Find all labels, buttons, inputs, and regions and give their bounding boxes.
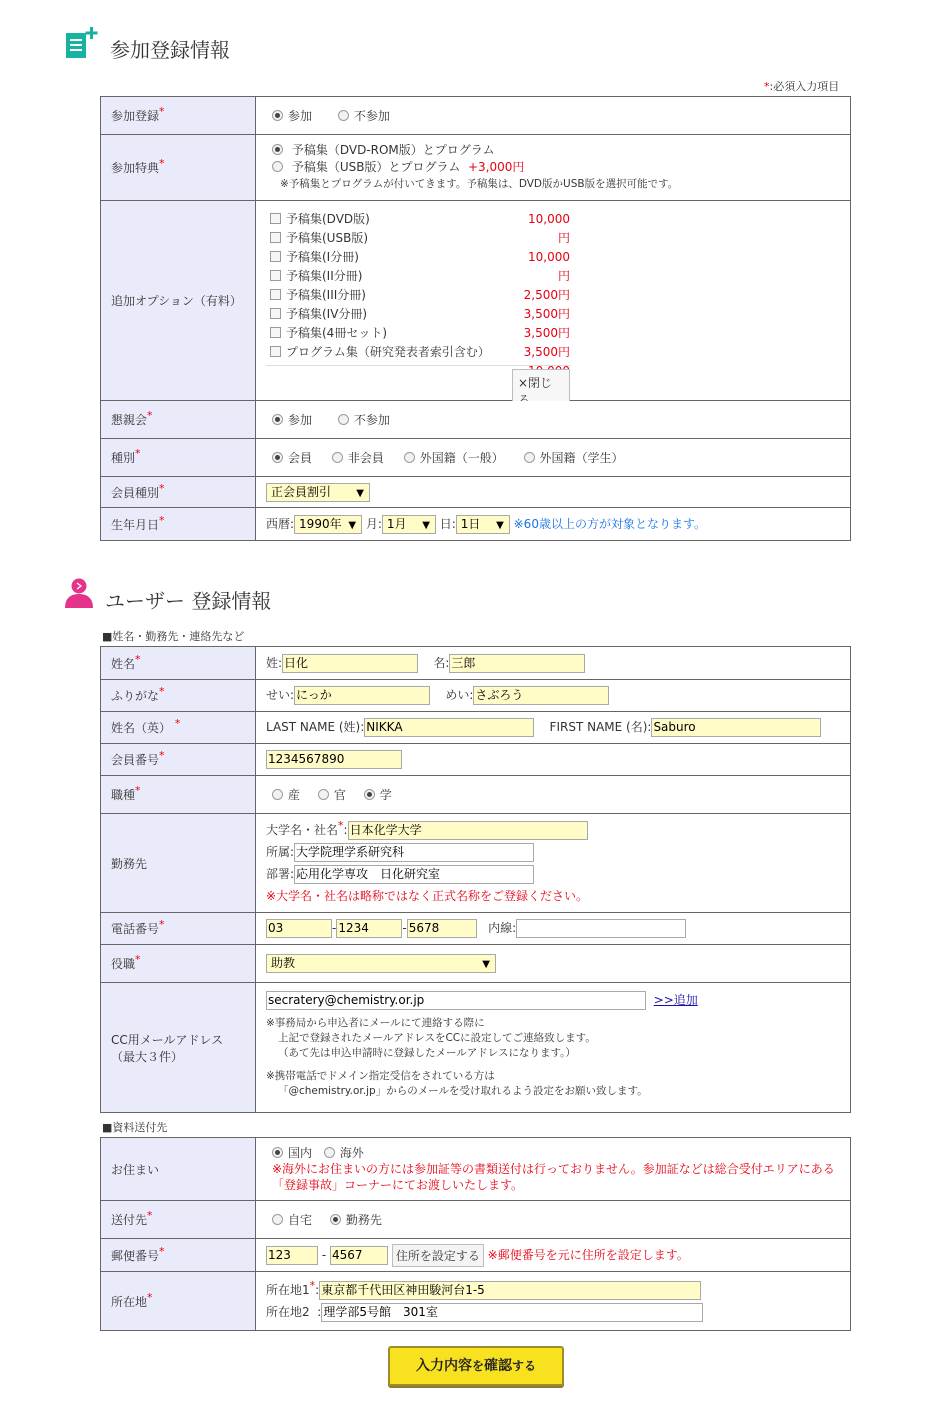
- row-occupation: [101, 776, 851, 814]
- addon-option[interactable]: [270, 305, 490, 324]
- registration-icon: [64, 27, 100, 61]
- radio-icon[interactable]: [272, 1214, 283, 1225]
- extension-input[interactable]: [516, 919, 686, 938]
- birth-year-select[interactable]: 1990年 ▼: [294, 515, 362, 534]
- name-label: 姓名*: [101, 647, 256, 680]
- addon-option-label: 予稿集(IV分冊): [286, 307, 368, 321]
- category-label: 種別*: [101, 439, 256, 477]
- radio-icon[interactable]: [330, 1214, 341, 1225]
- member-type-select[interactable]: 正会員割引 ▼: [266, 483, 370, 502]
- last-name-input[interactable]: 日化: [282, 654, 418, 673]
- send-to-option-home[interactable]: 自宅: [272, 1211, 312, 1228]
- radio-icon[interactable]: [272, 161, 283, 172]
- occupation-option-academia[interactable]: 学: [364, 786, 392, 803]
- radio-icon[interactable]: [272, 789, 283, 800]
- section-title-registration: 参加登録情報: [110, 38, 230, 62]
- birth-month-select[interactable]: 1月 ▼: [382, 515, 436, 534]
- addon-price: 3,500円: [523, 345, 570, 359]
- address1-input[interactable]: 東京都千代田区神田駿河台1-5: [319, 1281, 701, 1300]
- checkbox-icon[interactable]: [270, 213, 281, 224]
- addon-option[interactable]: [270, 324, 490, 343]
- workplace-note: ※大学名・社名は略称ではなく正式名称をご登録ください。: [266, 889, 589, 903]
- addon-option-label: 予稿集(USB版): [286, 231, 368, 245]
- radio-icon[interactable]: [338, 414, 349, 425]
- category-option-nonmember[interactable]: 非会員: [332, 449, 384, 466]
- last-name-en-input[interactable]: NIKKA: [364, 718, 534, 737]
- residence-note-2: 「登録事故」コーナーにてお渡しいたします。: [272, 1178, 524, 1192]
- last-kana-input[interactable]: にっか: [294, 686, 430, 705]
- registration-table: [100, 96, 851, 541]
- addon-option[interactable]: [270, 210, 490, 229]
- required-note: *:必須入力項目: [764, 80, 840, 93]
- add-email-link[interactable]: >>追加: [653, 993, 698, 1007]
- addon-option[interactable]: [270, 286, 490, 305]
- name-en-label: 姓名（英） *: [101, 712, 256, 744]
- position-label: 役職*: [101, 945, 256, 983]
- chevron-down-icon: ▼: [348, 519, 357, 531]
- close-options-button[interactable]: ×閉じ: [512, 369, 570, 413]
- row-birthdate: 生年月日* 西暦: 1990年 ▼ 月: 1月 ▼ 日: 1日 ▼ ※60歳以上の方が対象となります。: [101, 508, 851, 541]
- member-number-input[interactable]: 1234567890: [266, 750, 402, 769]
- addon-option-label: プログラム集（研究発表者索引含む）: [286, 345, 490, 359]
- row-residence: [101, 1138, 851, 1201]
- university-input[interactable]: 日本化学大学: [348, 821, 588, 840]
- category-option-member[interactable]: 会員: [272, 449, 312, 466]
- addon-price: 3,500円: [523, 307, 570, 321]
- benefit-label: 参加特典*: [101, 135, 256, 201]
- row-postal: 郵便番号* 123 - 4567 住所を設定する ※郵便番号を元に住所を設定します。: [101, 1239, 851, 1272]
- first-name-input[interactable]: 三郎: [449, 654, 585, 673]
- radio-icon[interactable]: [272, 144, 283, 155]
- category-option-foreign-student[interactable]: 外国籍（学生）: [524, 449, 624, 466]
- row-furigana: ふりがな* せい: にっか めい: さぶろう: [101, 680, 851, 712]
- cc-mail-label: CC用メールアドレス （最大３件）: [101, 983, 256, 1113]
- addon-price: 2,500円: [523, 288, 570, 302]
- chevron-down-icon: ▼: [496, 519, 504, 531]
- occupation-option-industry[interactable]: 産: [272, 786, 300, 803]
- postal-note: ※郵便番号を元に住所を設定します。: [487, 1247, 689, 1262]
- addon-option-label: 予稿集(II分冊): [286, 269, 363, 283]
- radio-icon[interactable]: [272, 414, 283, 425]
- radio-icon[interactable]: [272, 1147, 283, 1158]
- participation-label: 参加登録*: [101, 97, 256, 135]
- row-member-no: [101, 744, 851, 776]
- checkbox-icon[interactable]: [270, 232, 281, 243]
- row-workplace: 勤務先 大学名・社名*: 日本化学大学 所属: 大学院理学系研究科 部署: 応用化学専攻 日化研究室 ※大学名・社名は略称ではなく正式名称をご登録ください。: [101, 814, 851, 913]
- subhead-contact: ■姓名・勤務先・連絡先など: [102, 630, 245, 643]
- row-participation: [101, 97, 851, 135]
- row-address: 所在地* 所在地1*: 東京都千代田区神田駿河台1-5 所在地2 : 理学部5号館 301室: [101, 1272, 851, 1331]
- postal-part1-input[interactable]: 123: [266, 1246, 318, 1265]
- chevron-down-icon: ▼: [482, 959, 490, 970]
- user-table: [100, 646, 851, 1113]
- row-cc-mail: CC用メールアドレス （最大３件） secratery@chemistry.or.jp >>追加 ※事務局から申込者にメールにて連絡する際に 上記で登録されたメールアドレスをCCに設定してご連絡致します。 （あて先は申込申請時に登録したメールアドレスになります。） ※携帯電話でドメイン指定受信をされている方は 「@chemistry.or.jp」からのメールを受け取れるよう設定をお願い致します。: [101, 983, 851, 1113]
- address-label: 所在地*: [101, 1272, 256, 1331]
- chevron-down-icon: ▼: [422, 519, 430, 531]
- checkbox-icon[interactable]: [270, 308, 281, 319]
- residence-option-domestic[interactable]: 国内: [272, 1145, 312, 1161]
- postal-part2-input[interactable]: 4567: [330, 1246, 388, 1265]
- phone-part1-input[interactable]: 03: [266, 919, 332, 938]
- addon-option[interactable]: [270, 343, 490, 362]
- addon-option[interactable]: [270, 248, 490, 267]
- residence-label: お住まい: [101, 1138, 256, 1201]
- checkbox-icon[interactable]: [270, 251, 281, 262]
- radio-icon[interactable]: [332, 452, 343, 463]
- radio-icon[interactable]: [272, 110, 283, 121]
- addon-option-label: 予稿集(4冊セット): [286, 326, 387, 340]
- residence-note-1: ※海外にお住まいの方には参加証等の書類送付は行っておりません。参加証などは総合受付エリアにある: [272, 1162, 835, 1176]
- radio-icon[interactable]: [524, 452, 535, 463]
- row-addons: [101, 201, 851, 401]
- member-no-label: 会員番号*: [101, 744, 256, 776]
- checkbox-icon[interactable]: [270, 346, 281, 357]
- first-kana-input[interactable]: さぶろう: [473, 686, 609, 705]
- addon-price: 10,000円: [528, 250, 570, 283]
- checkbox-icon[interactable]: [270, 327, 281, 338]
- set-address-button[interactable]: 住所を設定する: [392, 1244, 484, 1267]
- benefit-option-usb[interactable]: 予稿集（USB版）とプログラム +3,000円: [272, 159, 850, 176]
- row-category: [101, 439, 851, 477]
- user-icon: [64, 577, 94, 609]
- radio-icon[interactable]: [318, 789, 329, 800]
- benefit-option-dvd[interactable]: 予稿集（DVD-ROM版）とプログラム: [272, 142, 850, 159]
- section-title-user: ユーザー 登録情報: [105, 589, 272, 613]
- row-name-en: 姓名（英） * LAST NAME (姓): NIKKA FIRST NAME (名): Saburo: [101, 712, 851, 744]
- address2-input[interactable]: 理学部5号館 301室: [321, 1303, 703, 1322]
- phone-part2-input[interactable]: 1234: [336, 919, 402, 938]
- addon-price: 10,000円: [528, 212, 570, 245]
- occupation-label: 職種*: [101, 776, 256, 814]
- radio-icon[interactable]: [272, 452, 283, 463]
- postal-label: 郵便番号*: [101, 1239, 256, 1272]
- subhead-shipping: ■資料送付先: [102, 1121, 168, 1134]
- birthdate-note: ※60歳以上の方が対象となります。: [513, 516, 706, 531]
- phone-label: 電話番号*: [101, 913, 256, 945]
- first-name-en-input[interactable]: Saburo: [651, 718, 821, 737]
- residence-option-overseas[interactable]: 海外: [324, 1145, 364, 1161]
- department-input[interactable]: 大学院理学系研究科: [294, 843, 534, 862]
- send-to-label: 送付先*: [101, 1201, 256, 1239]
- radio-icon[interactable]: [404, 452, 415, 463]
- cc-email-input[interactable]: secratery@chemistry.or.jp: [266, 991, 646, 1010]
- addon-option-label: 予稿集(III分冊): [286, 288, 366, 302]
- row-name: 姓名* 姓: 日化 名: 三郎: [101, 647, 851, 680]
- row-benefit: [101, 135, 851, 201]
- furigana-label: ふりがな*: [101, 680, 256, 712]
- banquet-option-decline[interactable]: 不参加: [338, 411, 390, 428]
- workplace-label: 勤務先: [101, 814, 256, 913]
- addon-price: 3,500円: [523, 326, 570, 340]
- addons-label: 追加オプション（有料）: [101, 201, 256, 401]
- position-select[interactable]: 助教 ▼: [266, 954, 496, 973]
- row-member-type: [101, 477, 851, 508]
- division-input[interactable]: 応用化学専攻 日化研究室: [294, 865, 534, 884]
- checkbox-icon[interactable]: [270, 270, 281, 281]
- participation-option-decline[interactable]: 不参加: [338, 107, 390, 124]
- addon-option-label: 予稿集(I分冊): [286, 250, 359, 264]
- shipping-table: [100, 1137, 851, 1331]
- phone-part3-input[interactable]: 5678: [407, 919, 477, 938]
- row-send-to: [101, 1201, 851, 1239]
- birthdate-label: 生年月日*: [101, 508, 256, 541]
- row-position: [101, 945, 851, 983]
- addon-option-label: 予稿集(DVD版): [286, 212, 370, 226]
- birth-day-select[interactable]: 1日 ▼: [456, 515, 510, 534]
- radio-icon[interactable]: [364, 789, 375, 800]
- participation-option-join[interactable]: 参加: [272, 107, 312, 124]
- banquet-label: 懇親会*: [101, 401, 256, 439]
- benefit-note: ※予稿集とプログラムが付いてきます。予稿集は、DVD版かUSB版を選択可能です。: [280, 178, 679, 190]
- category-option-foreign-general[interactable]: 外国籍（一般）: [404, 449, 504, 466]
- radio-icon[interactable]: [338, 110, 349, 121]
- row-banquet: [101, 401, 851, 439]
- row-phone: 電話番号* 03 - 1234 - 5678 内線:: [101, 913, 851, 945]
- confirm-button[interactable]: 入力内容を確認する: [388, 1346, 564, 1386]
- radio-icon[interactable]: [324, 1147, 335, 1158]
- chevron-down-icon: ▼: [356, 487, 364, 499]
- member-type-label: 会員種別*: [101, 477, 256, 508]
- banquet-option-join[interactable]: 参加: [272, 411, 312, 428]
- addon-option[interactable]: [270, 267, 490, 286]
- send-to-option-work[interactable]: 勤務先: [330, 1211, 382, 1228]
- checkbox-icon[interactable]: [270, 289, 281, 300]
- addon-option[interactable]: [270, 229, 490, 248]
- occupation-option-government[interactable]: 官: [318, 786, 346, 803]
